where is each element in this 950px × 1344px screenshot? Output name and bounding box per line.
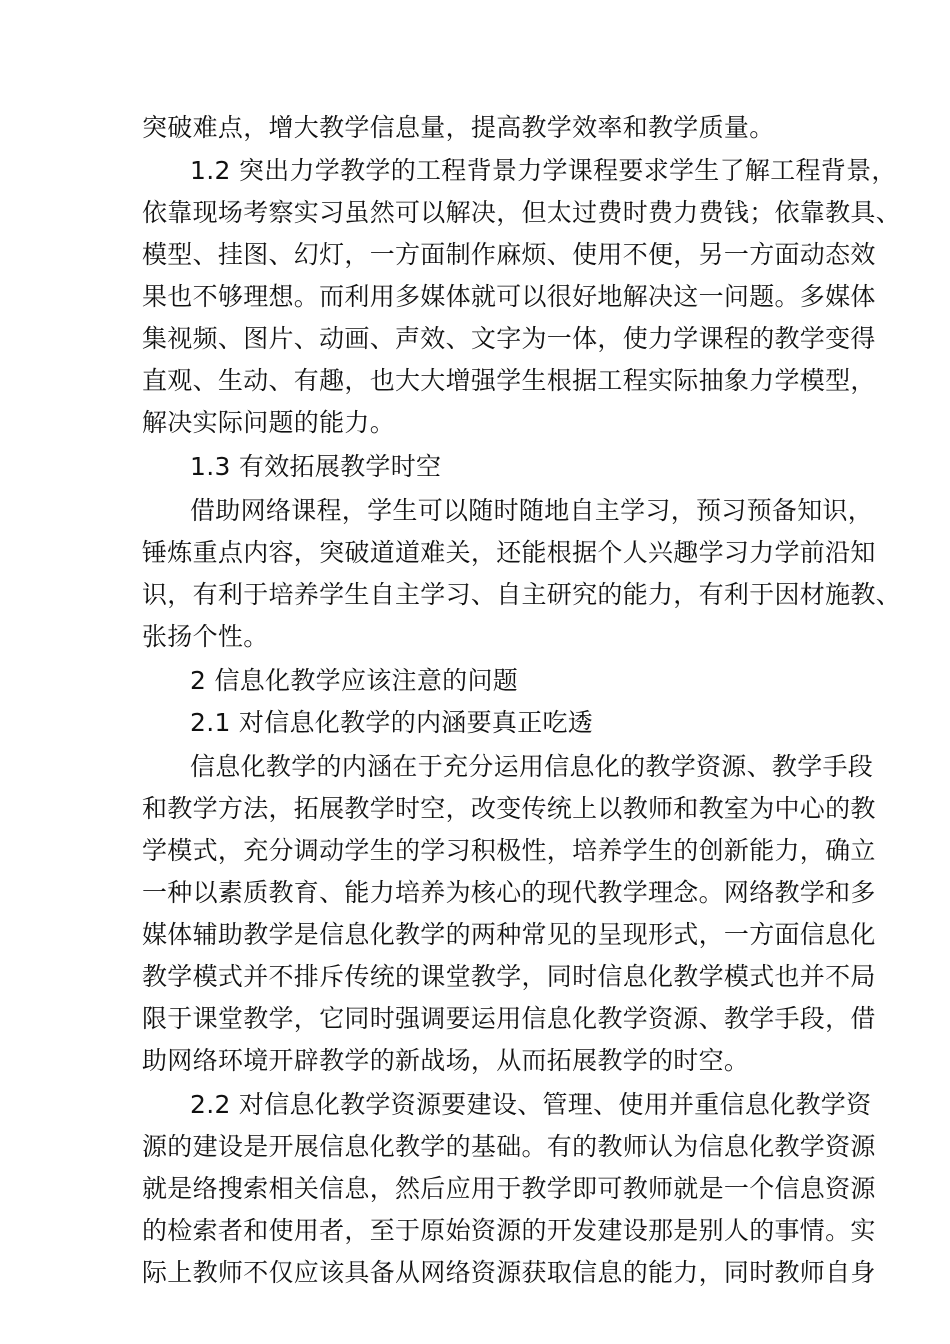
text-line: 模型、挂图、幻灯，一方面制作麻烦、使用不便，另一方面动态效 xyxy=(142,240,876,269)
text-line: 张扬个性。 xyxy=(142,622,269,651)
text-line: 锤炼重点内容，突破道道难关，还能根据个人兴趣学习力学前沿知 xyxy=(142,538,876,567)
text-line: 媒体辅助教学是信息化教学的两种常见的呈现形式，一方面信息化 xyxy=(142,920,876,949)
text-line: 就是络搜索相关信息，然后应用于教学即可教师就是一个信息资源 xyxy=(142,1174,876,1203)
text-line: 源的建设是开展信息化教学的基础。有的教师认为信息化教学资源 xyxy=(142,1132,876,1161)
text-line: 教学模式并不排斥传统的课堂教学，同时信息化教学模式也并不局 xyxy=(142,962,876,991)
section-heading-1-3: 1.3 有效拓展教学时空 xyxy=(190,452,442,481)
text-line: 集视频、图片、动画、声效、文字为一体，使力学课程的教学变得 xyxy=(142,324,876,353)
text-line: 借助网络课程，学生可以随时随地自主学习，预习预备知识， xyxy=(190,496,874,525)
text-line: 果也不够理想。而利用多媒体就可以很好地解决这一问题。多媒体 xyxy=(142,282,876,311)
text-line: 和教学方法，拓展教学时空，改变传统上以教师和教室为中心的教 xyxy=(142,794,876,823)
text-line: 识，有利于培养学生自主学习、自主研究的能力，有利于因材施教、 xyxy=(142,580,902,609)
text-line: 信息化教学的内涵在于充分运用信息化的教学资源、教学手段 xyxy=(190,752,874,781)
text-line: 一种以素质教育、能力培养为核心的现代教学理念。网络教学和多 xyxy=(142,878,876,907)
text-line: 学模式，充分调动学生的学习积极性，培养学生的创新能力，确立 xyxy=(142,836,876,865)
section-heading-1-2: 1.2 突出力学教学的工程背景力学课程要求学生了解工程背景， xyxy=(190,156,897,185)
text-line: 的检索者和使用者，至于原始资源的开发建设那是别人的事情。实 xyxy=(142,1216,876,1245)
text-line: 际上教师不仅应该具备从网络资源获取信息的能力，同时教师自身 xyxy=(142,1258,876,1287)
text-line: 依靠现场考察实习虽然可以解决，但太过费时费力费钱；依靠教具、 xyxy=(142,198,902,227)
text-line: 限于课堂教学，它同时强调要运用信息化教学资源、教学手段，借 xyxy=(142,1004,876,1033)
text-line: 解决实际问题的能力。 xyxy=(142,408,396,437)
section-heading-2-1: 2.1 对信息化教学的内涵要真正吃透 xyxy=(190,708,594,737)
text-line: 直观、生动、有趣，也大大增强学生根据工程实际抽象力学模型， xyxy=(142,366,876,395)
section-heading-2: 2 信息化教学应该注意的问题 xyxy=(190,666,519,695)
text-line: 突破难点，增大教学信息量，提高教学效率和教学质量。 xyxy=(142,113,775,142)
section-heading-2-2: 2.2 对信息化教学资源要建设、管理、使用并重信息化教学资 xyxy=(190,1090,872,1119)
text-line: 助网络环境开辟教学的新战场，从而拓展教学的时空。 xyxy=(142,1046,750,1075)
